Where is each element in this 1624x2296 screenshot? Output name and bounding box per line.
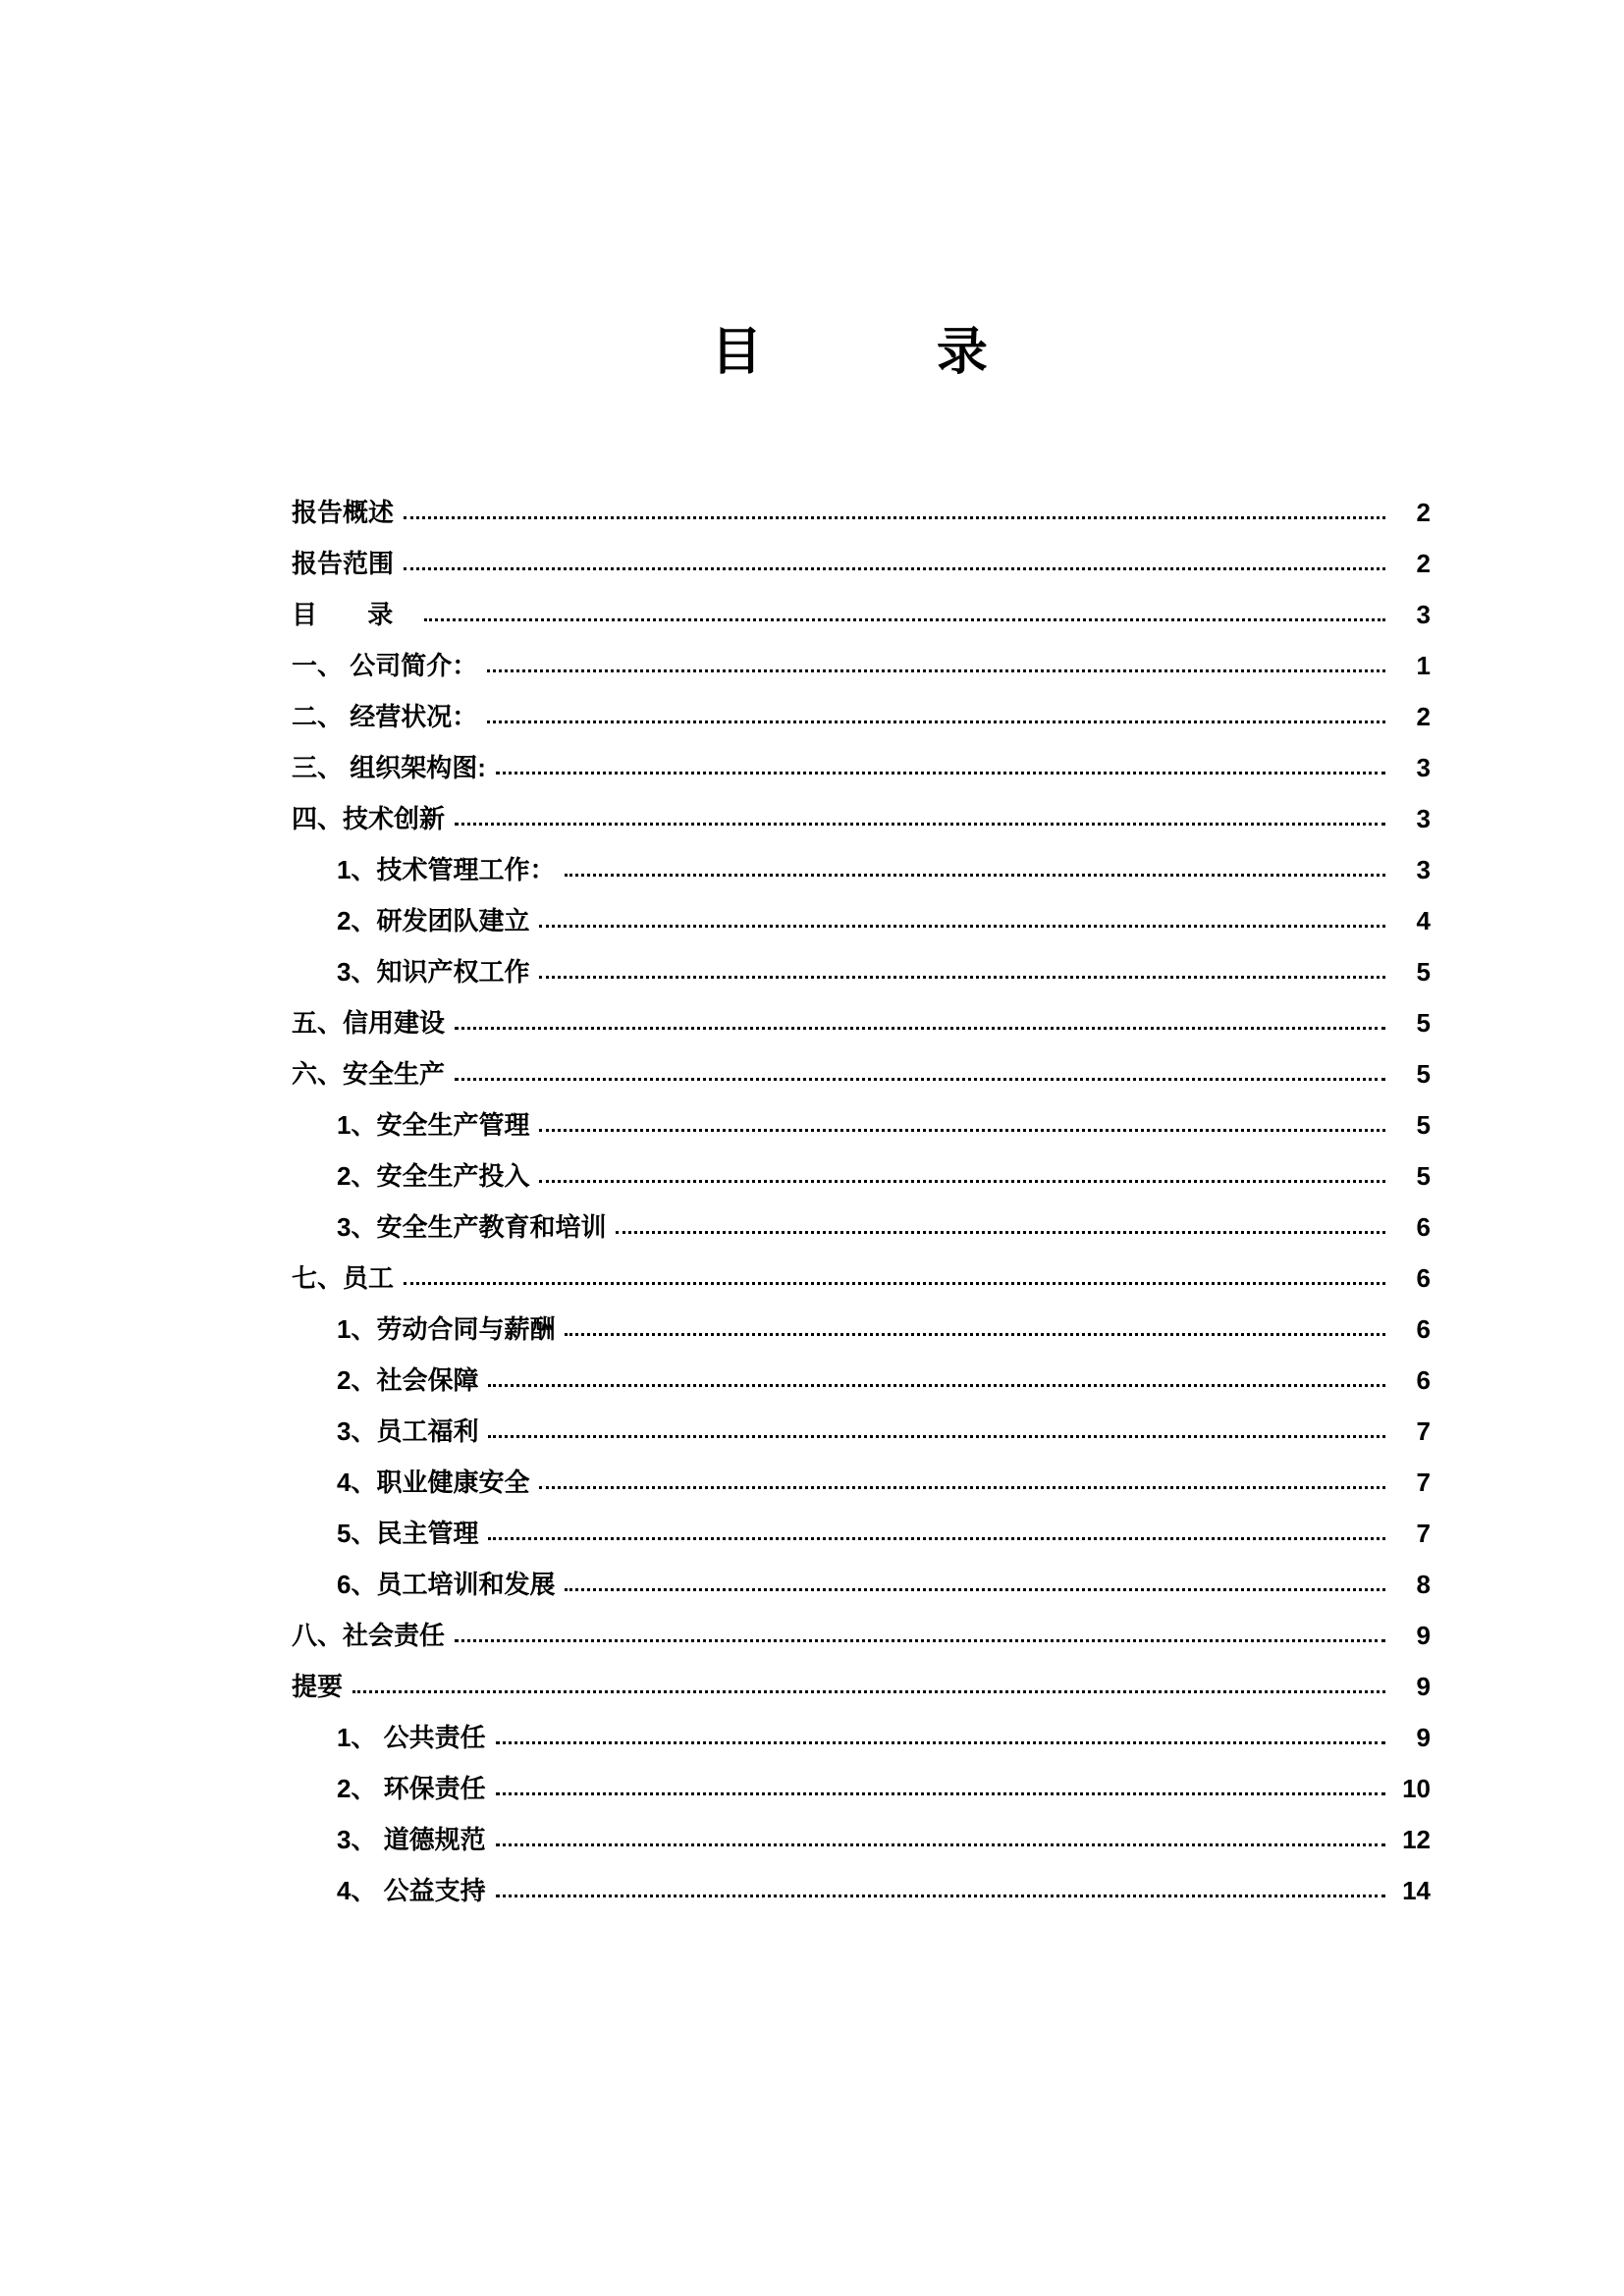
toc-entry-label: 提要	[292, 1672, 344, 1701]
toc-entry-page-number: 5	[1416, 1110, 1431, 1140]
toc-entry[interactable]	[337, 1521, 1431, 1546]
toc-entry-label: 报告范围	[292, 549, 395, 578]
toc-entry-label: 2、安全生产投入	[337, 1161, 530, 1191]
toc-entry-page-number: 5	[1416, 957, 1431, 987]
toc-entry[interactable]	[292, 1265, 1431, 1291]
toc-leader-dots	[455, 1065, 1385, 1087]
toc-entry[interactable]	[337, 1572, 1431, 1597]
toc-entry[interactable]	[292, 653, 1431, 678]
page-title: 目 录	[711, 324, 1011, 381]
toc-entry-page-number: 3	[1416, 753, 1431, 782]
toc-entry-page-number: 1	[1416, 651, 1431, 680]
page-content	[292, 0, 1431, 1929]
toc-leader-dots	[565, 861, 1385, 882]
toc-leader-dots	[488, 1524, 1385, 1546]
toc-leader-dots	[496, 1831, 1385, 1852]
toc-entry[interactable]	[337, 959, 1431, 985]
toc-entry[interactable]	[337, 857, 1431, 882]
toc-entry-label: 4、 公益支持	[337, 1876, 486, 1905]
toc-leader-dots	[455, 810, 1385, 831]
toc-leader-dots	[404, 504, 1385, 525]
toc-entry-page-number: 6	[1416, 1314, 1431, 1344]
toc-leader-dots	[352, 1678, 1385, 1699]
toc-entry-label: 1、劳动合同与薪酬	[337, 1314, 556, 1344]
toc-leader-dots	[539, 1116, 1385, 1138]
toc-entry-label: 四、技术创新	[292, 804, 446, 833]
toc-leader-dots	[488, 1371, 1385, 1393]
toc-entry-label: 目 录	[292, 600, 415, 629]
toc-entry-page-number: 9	[1416, 1723, 1431, 1752]
toc-entry[interactable]	[337, 1776, 1431, 1801]
toc-entry-page-number: 10	[1402, 1774, 1431, 1803]
toc-entry-label: 4、职业健康安全	[337, 1468, 530, 1497]
toc-entry-page-number: 6	[1416, 1212, 1431, 1242]
toc-entry-label: 五、信用建设	[292, 1008, 446, 1038]
toc-entry[interactable]	[292, 602, 1431, 627]
toc-entry-page-number: 2	[1416, 498, 1431, 527]
toc-entry-label: 七、员工	[292, 1263, 395, 1293]
toc-entry-page-number: 2	[1416, 702, 1431, 731]
toc-leader-dots	[539, 963, 1385, 985]
toc-entry-page-number: 7	[1416, 1519, 1431, 1548]
toc-leader-dots	[496, 1882, 1385, 1903]
toc-entry-page-number: 6	[1416, 1365, 1431, 1395]
toc-leader-dots	[565, 1320, 1385, 1342]
toc-entry[interactable]	[292, 755, 1431, 780]
toc-entry-page-number: 4	[1416, 906, 1431, 935]
toc-entry[interactable]	[292, 704, 1431, 729]
toc-leader-dots	[539, 1473, 1385, 1495]
toc-entry-label: 2、研发团队建立	[337, 906, 530, 935]
toc-entry-label: 二、 经营状况：	[292, 702, 478, 731]
toc-entry-page-number: 2	[1416, 549, 1431, 578]
toc-entry[interactable]	[337, 1112, 1431, 1138]
toc-entry[interactable]	[292, 1674, 1431, 1699]
toc-entry[interactable]	[292, 1623, 1431, 1648]
toc-entry-label: 三、 组织架构图:	[292, 753, 486, 782]
toc-entry-label: 3、安全生产教育和培训	[337, 1212, 607, 1242]
toc-entry[interactable]	[292, 1061, 1431, 1087]
toc-entry-page-number: 12	[1402, 1825, 1431, 1854]
toc-leader-dots	[616, 1218, 1385, 1240]
table-of-contents	[292, 500, 1431, 1903]
toc-entry[interactable]	[337, 1469, 1431, 1495]
toc-entry[interactable]	[337, 1214, 1431, 1240]
toc-entry[interactable]	[292, 806, 1431, 831]
toc-entry-label: 1、 公共责任	[337, 1723, 486, 1752]
toc-entry-page-number: 5	[1416, 1059, 1431, 1089]
toc-leader-dots	[496, 759, 1385, 780]
toc-entry-page-number: 3	[1416, 855, 1431, 884]
toc-leader-dots	[487, 708, 1385, 729]
toc-leader-dots	[404, 555, 1385, 576]
toc-entry-page-number: 5	[1416, 1008, 1431, 1038]
toc-entry[interactable]	[292, 1010, 1431, 1036]
toc-entry-page-number: 9	[1416, 1621, 1431, 1650]
toc-entry-label: 6、员工培训和发展	[337, 1570, 556, 1599]
toc-entry[interactable]	[337, 1367, 1431, 1393]
toc-leader-dots	[455, 1014, 1385, 1036]
toc-entry-page-number: 14	[1402, 1876, 1431, 1905]
toc-entry[interactable]	[337, 1163, 1431, 1189]
toc-leader-dots	[539, 912, 1385, 934]
toc-entry-label: 2、 环保责任	[337, 1774, 486, 1803]
toc-entry[interactable]	[337, 908, 1431, 934]
toc-entry-page-number: 7	[1416, 1416, 1431, 1446]
toc-entry-label: 六、安全生产	[292, 1059, 446, 1089]
toc-entry-label: 5、民主管理	[337, 1519, 479, 1548]
toc-leader-dots	[496, 1780, 1385, 1801]
toc-entry[interactable]	[292, 500, 1431, 525]
toc-leader-dots	[565, 1575, 1385, 1597]
toc-entry[interactable]	[337, 1316, 1431, 1342]
toc-entry-label: 3、知识产权工作	[337, 957, 530, 987]
toc-leader-dots	[496, 1729, 1385, 1750]
toc-entry-page-number: 7	[1416, 1468, 1431, 1497]
toc-entry[interactable]	[337, 1878, 1431, 1903]
toc-entry-page-number: 5	[1416, 1161, 1431, 1191]
toc-leader-dots	[424, 606, 1385, 627]
toc-entry-page-number: 3	[1416, 804, 1431, 833]
toc-leader-dots	[404, 1269, 1385, 1291]
toc-entry-label: 1、技术管理工作：	[337, 855, 556, 884]
toc-entry[interactable]	[337, 1725, 1431, 1750]
toc-leader-dots	[455, 1627, 1385, 1648]
toc-entry-label: 1、安全生产管理	[337, 1110, 530, 1140]
toc-leader-dots	[488, 1422, 1385, 1444]
toc-entry[interactable]	[337, 1418, 1431, 1444]
toc-entry-label: 报告概述	[292, 498, 395, 527]
toc-entry-page-number: 3	[1416, 600, 1431, 629]
toc-entry-page-number: 6	[1416, 1263, 1431, 1293]
toc-entry-page-number: 9	[1416, 1672, 1431, 1701]
toc-entry-label: 一、 公司简介：	[292, 651, 478, 680]
toc-entry[interactable]	[337, 1827, 1431, 1852]
toc-entry-label: 3、 道德规范	[337, 1825, 486, 1854]
toc-entry-label: 2、社会保障	[337, 1365, 479, 1395]
toc-entry-page-number: 8	[1416, 1570, 1431, 1599]
toc-entry-label: 3、员工福利	[337, 1416, 479, 1446]
toc-entry[interactable]	[292, 551, 1431, 576]
toc-leader-dots	[487, 657, 1385, 678]
toc-leader-dots	[539, 1167, 1385, 1189]
toc-entry-label: 八、社会责任	[292, 1621, 446, 1650]
